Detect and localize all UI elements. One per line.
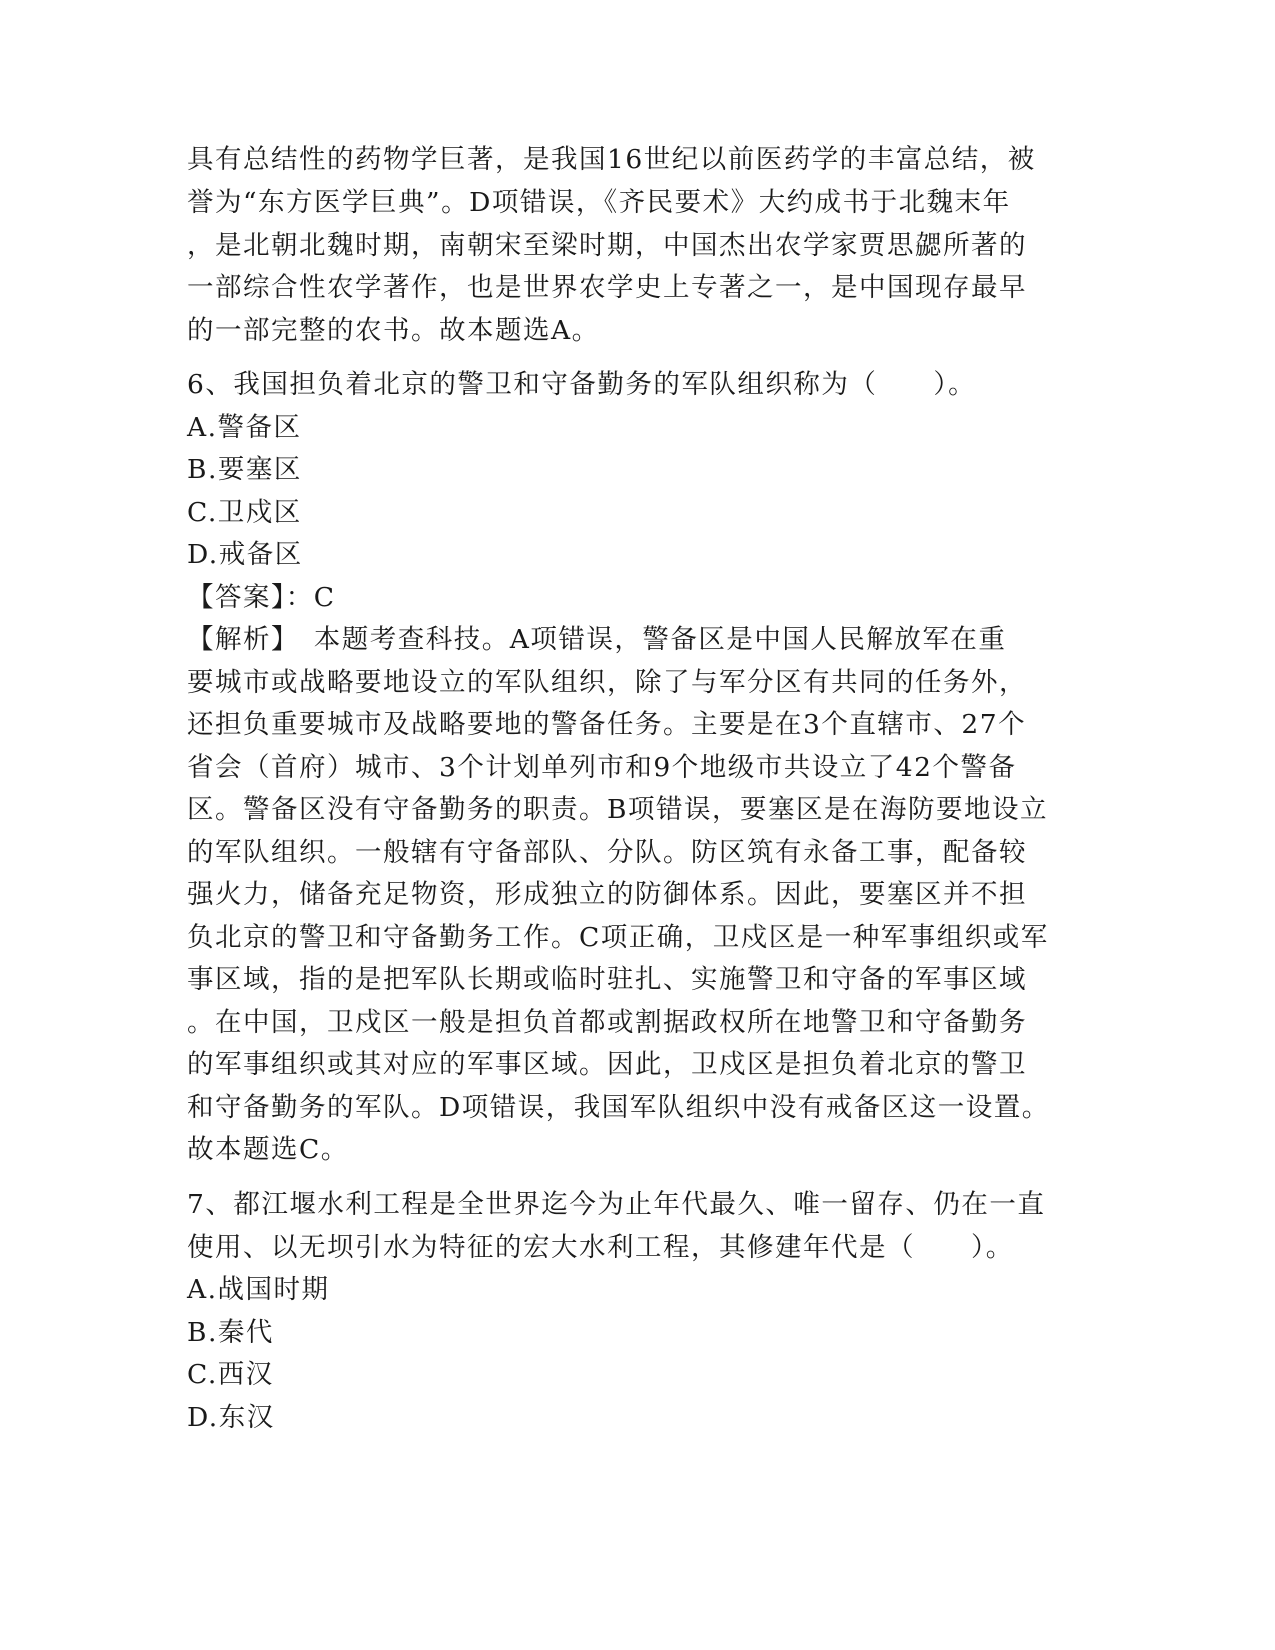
analysis-line: 的军事组织或其对应的军事区域。因此，卫戍区是担负着北京的警卫 <box>187 1049 1027 1080</box>
analysis-line: 事区域，指的是把军队长期或临时驻扎、实施警卫和守备的军事区域 <box>187 964 1027 995</box>
analysis-line: 【解析】 本题考查科技。A项错误，警备区是中国人民解放军在重 <box>187 624 1007 655</box>
analysis-line: 还担负重要城市及战略要地的警备任务。主要是在3个直辖市、27个 <box>187 709 1027 740</box>
analysis-line: 要城市或战略要地设立的军队组织，除了与军分区有共同的任务外， <box>187 667 1027 698</box>
analysis-line: 和守备勤务的军队。D项错误，我国军队组织中没有戒备区这一设置。 <box>187 1092 1050 1123</box>
text-line: ，是北朝北魏时期，南朝宋至梁时期，中国杰出农学家贾思勰所著的 <box>187 230 1027 261</box>
question-7-option-c: C.西汉 <box>187 1359 274 1390</box>
analysis-line: 。在中国，卫戍区一般是担负首都或割据政权所在地警卫和守备勤务 <box>187 1007 1027 1038</box>
analysis-line: 故本题选C。 <box>187 1134 349 1165</box>
question-6-option-a: A.警备区 <box>187 412 302 443</box>
analysis-line: 强火力，储备充足物资，形成独立的防御体系。因此，要塞区并不担 <box>187 879 1027 910</box>
question-6-stem: 6、我国担负着北京的警卫和守备勤务的军队组织称为（ ）。 <box>187 369 977 400</box>
text-line: 的一部完整的农书。故本题选A。 <box>187 315 600 346</box>
question-7-option-d: D.东汉 <box>187 1402 275 1433</box>
analysis-line: 省会（首府）城市、3个计划单列市和9个地级市共设立了42个警备 <box>187 752 1017 783</box>
question-7-option-a: A.战国时期 <box>187 1274 330 1305</box>
question-6-answer: 【答案】：C <box>187 582 336 613</box>
question-6-option-d: D.戒备区 <box>187 539 303 570</box>
text-line: 一部综合性农学著作，也是世界农学史上专著之一，是中国现存最早 <box>187 272 1027 303</box>
question-6-option-c: C.卫戍区 <box>187 497 302 528</box>
text-line: 具有总结性的药物学巨著，是我国16世纪以前医药学的丰富总结，被 <box>187 144 1036 175</box>
analysis-line: 的军队组织。一般辖有守备部队、分队。防区筑有永备工事，配备较 <box>187 837 1027 868</box>
question-6-option-b: B.要塞区 <box>187 454 302 485</box>
analysis-line: 区。警备区没有守备勤务的职责。B项错误，要塞区是在海防要地设立 <box>187 794 1048 825</box>
question-7-stem: 使用、以无坝引水为特征的宏大水利工程，其修建年代是（ ）。 <box>187 1232 1014 1263</box>
question-7-option-b: B.秦代 <box>187 1317 274 1348</box>
text-line: 誉为“东方医学巨典”。D项错误，《齐民要术》大约成书于北魏末年 <box>187 187 1011 218</box>
question-7-stem: 7、都江堰水利工程是全世界迄今为止年代最久、唯一留存、仍在一直 <box>187 1189 1046 1220</box>
analysis-line: 负北京的警卫和守备勤务工作。C项正确，卫戍区是一种军事组织或军 <box>187 922 1049 953</box>
